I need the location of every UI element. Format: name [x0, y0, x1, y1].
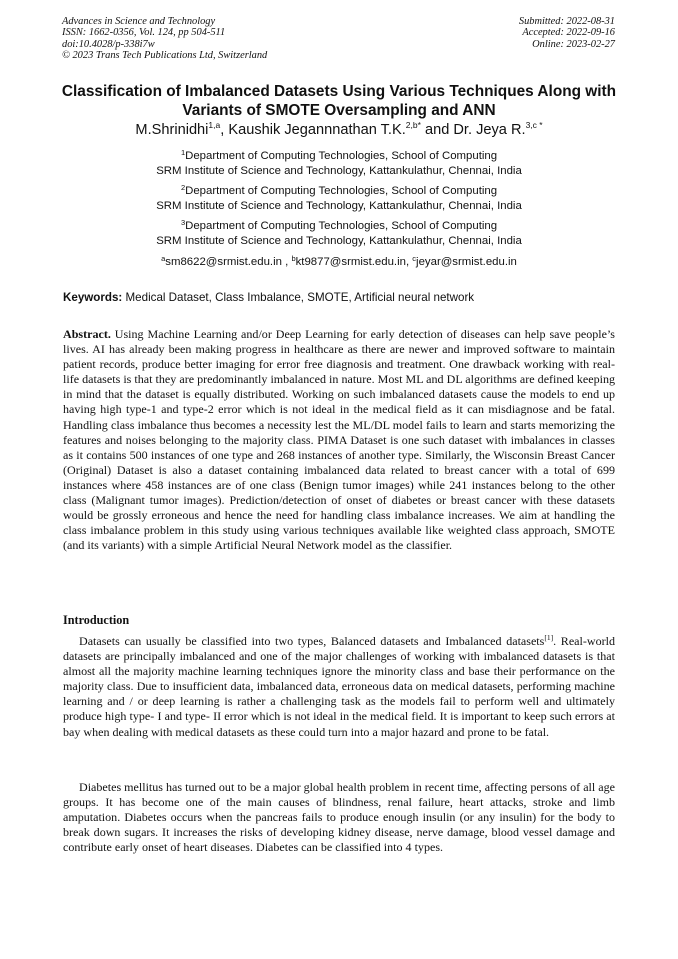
abstract-label: Abstract. — [63, 327, 111, 341]
journal-header — [62, 16, 267, 62]
accepted-date: Accepted: 2022-09-16 — [522, 27, 615, 39]
abstract-text: Using Machine Learning and/or Deep Learning for early detection of diseases can help save people’s lives. AI has already been making progress in healthcare as there are newer and improved software to maintain patient records, produce better imaging for error free diagnosis and treatment. One drawback working with real-life datasets is that they are predominantly imbalanced in nature. Most ML and DL algorithms are defined keeping in mind that the dataset is equally distributed. Working on such imbalanced datasets cause the models to end up having high type-1 and type-2 error which is not ideal in the medical field as it can misdiagnose and be fatal. Handling class imbalance thus becomes a necessity lest the ML/DL model fails to learn and starts memorizing the features and noises belonging to the majority class. PIMA Dataset is one such dataset with imbalances in classes as it contains 500 instances of one type and 268 instances of another type. Similarly, the Wisconsin Breast Cancer (Original) Dataset is also a dataset containing imbalanced data related to breast cancer with a total of 699 instances where 458 instances are of one class (Benign tumor images) while 241 instances belong to the other class (Malignant tumor images). Prediction/detection of onset of diabetes or breast cancer with these datasets would be grossly erroneous and hence the need for handling class imbalance increases. We aim at handling the class imbalance problem in this study using various techniques available like weighted class approach, SMOTE (and its variants) with a simple Artificial Neural Network model as the classifier. — [63, 327, 615, 553]
author-list — [40, 121, 638, 139]
paragraph-text: Datasets can usually be classified into two types, Balanced datasets and Imbalanced datasets — [79, 634, 545, 648]
doi-line: doi:10.4028/p-338i7w — [62, 38, 155, 50]
submitted-date: Submitted: 2022-08-31 — [518, 16, 615, 27]
author-affiliation-mark: 1,a — [208, 120, 221, 130]
issn-line: ISSN: 1662-0356, Vol. 124, pp 504-511 — [62, 27, 226, 39]
email-separator: , — [281, 256, 292, 268]
author-affiliation-mark: 3,c * — [525, 120, 543, 130]
affiliation-2 — [40, 184, 638, 213]
affiliation-1 — [40, 149, 638, 178]
email-mark: b — [291, 254, 296, 263]
email-address[interactable]: jeyar@srmist.edu.in — [416, 256, 517, 268]
introduction-paragraph-2: Diabetes mellitus has turned out to be a major global health problem in recent time, affecting persons of all age groups. It has become one of the main causes of blindness, renal failure, heart attacks, stroke and limb amputation. Diabetes occurs when the pancreas fails to produce enough insulin (or any insulin) for the body to break down sugars. It increases the risks of developing kidney disease, nerve damage, blood vessel damage and contribute early onset of heart diseases. Diabetes can be classified into 4 types. — [63, 780, 615, 855]
author-separator: and — [420, 122, 454, 138]
affiliation-department: Department of Computing Technologies, School of Computing — [185, 150, 498, 162]
dates-header — [519, 16, 615, 50]
keywords-label: Keywords: — [63, 291, 123, 304]
journal-name: Advances in Science and Technology — [62, 16, 216, 27]
affiliation-institute: SRM Institute of Science and Technology, Kattankulathur, Chennai, India — [156, 234, 522, 247]
copyright-line: © 2023 Trans Tech Publications Ltd, Switzerland — [62, 50, 268, 62]
abstract — [63, 327, 615, 553]
affiliation-department: Department of Computing Technologies, School of Computing — [185, 185, 498, 197]
affiliation-mark: 3 — [180, 218, 186, 227]
affiliation-mark: 2 — [180, 183, 186, 192]
introduction-heading: Introduction — [63, 613, 130, 627]
email-mark: a — [161, 254, 166, 263]
keywords-text: Medical Dataset, Class Imbalance, SMOTE, Artificial neural network — [125, 291, 475, 304]
author-name: Dr. Jeya R. — [453, 122, 526, 138]
paragraph-text: . Real-world datasets are principally imbalanced and one of the major challenges of working with imbalanced datasets is that almost all the majority machine learning techniques ignore the minority class and base their performance on the majority class. Due to insufficient data, imbalanced data, erroneous data on medical datasets, performing machine learning and / or deep learning is rather a challenging task as the models fail to perform well and ultimately produce high type- I and type- II error which is not ideal in the medical field. It is important to keep such errors at bay when dealing with medical datasets as these could turn into a major hazard and prone to be fatal. — [63, 634, 615, 739]
keywords — [63, 291, 615, 305]
author-name: M.Shrinidhi — [135, 122, 209, 138]
affiliation-mark: 1 — [180, 148, 186, 157]
email-address[interactable]: sm8622@srmist.edu.in — [165, 256, 282, 268]
affiliation-department: Department of Computing Technologies, School of Computing — [185, 220, 498, 232]
author-name: Kaushik Jegannnathan T.K. — [228, 122, 406, 138]
email-list — [40, 256, 638, 268]
online-date: Online: 2023-02-27 — [532, 38, 615, 50]
introduction-paragraph-1 — [63, 634, 615, 740]
paper-title: Classification of Imbalanced Datasets Using Various Techniques Along with Variants of SMOTE Oversampling and ANN — [61, 83, 617, 119]
email-mark: c — [412, 254, 417, 263]
author-separator: , — [220, 122, 229, 138]
affiliation-institute: SRM Institute of Science and Technology, Kattankulathur, Chennai, India — [156, 199, 522, 212]
affiliation-3 — [40, 219, 638, 248]
email-separator: , — [405, 256, 413, 268]
citation-ref[interactable]: [1] — [544, 633, 554, 642]
author-affiliation-mark: 2,b* — [405, 120, 421, 130]
affiliation-institute: SRM Institute of Science and Technology, Kattankulathur, Chennai, India — [156, 164, 522, 177]
email-address[interactable]: kt9877@srmist.edu.in — [295, 256, 406, 268]
